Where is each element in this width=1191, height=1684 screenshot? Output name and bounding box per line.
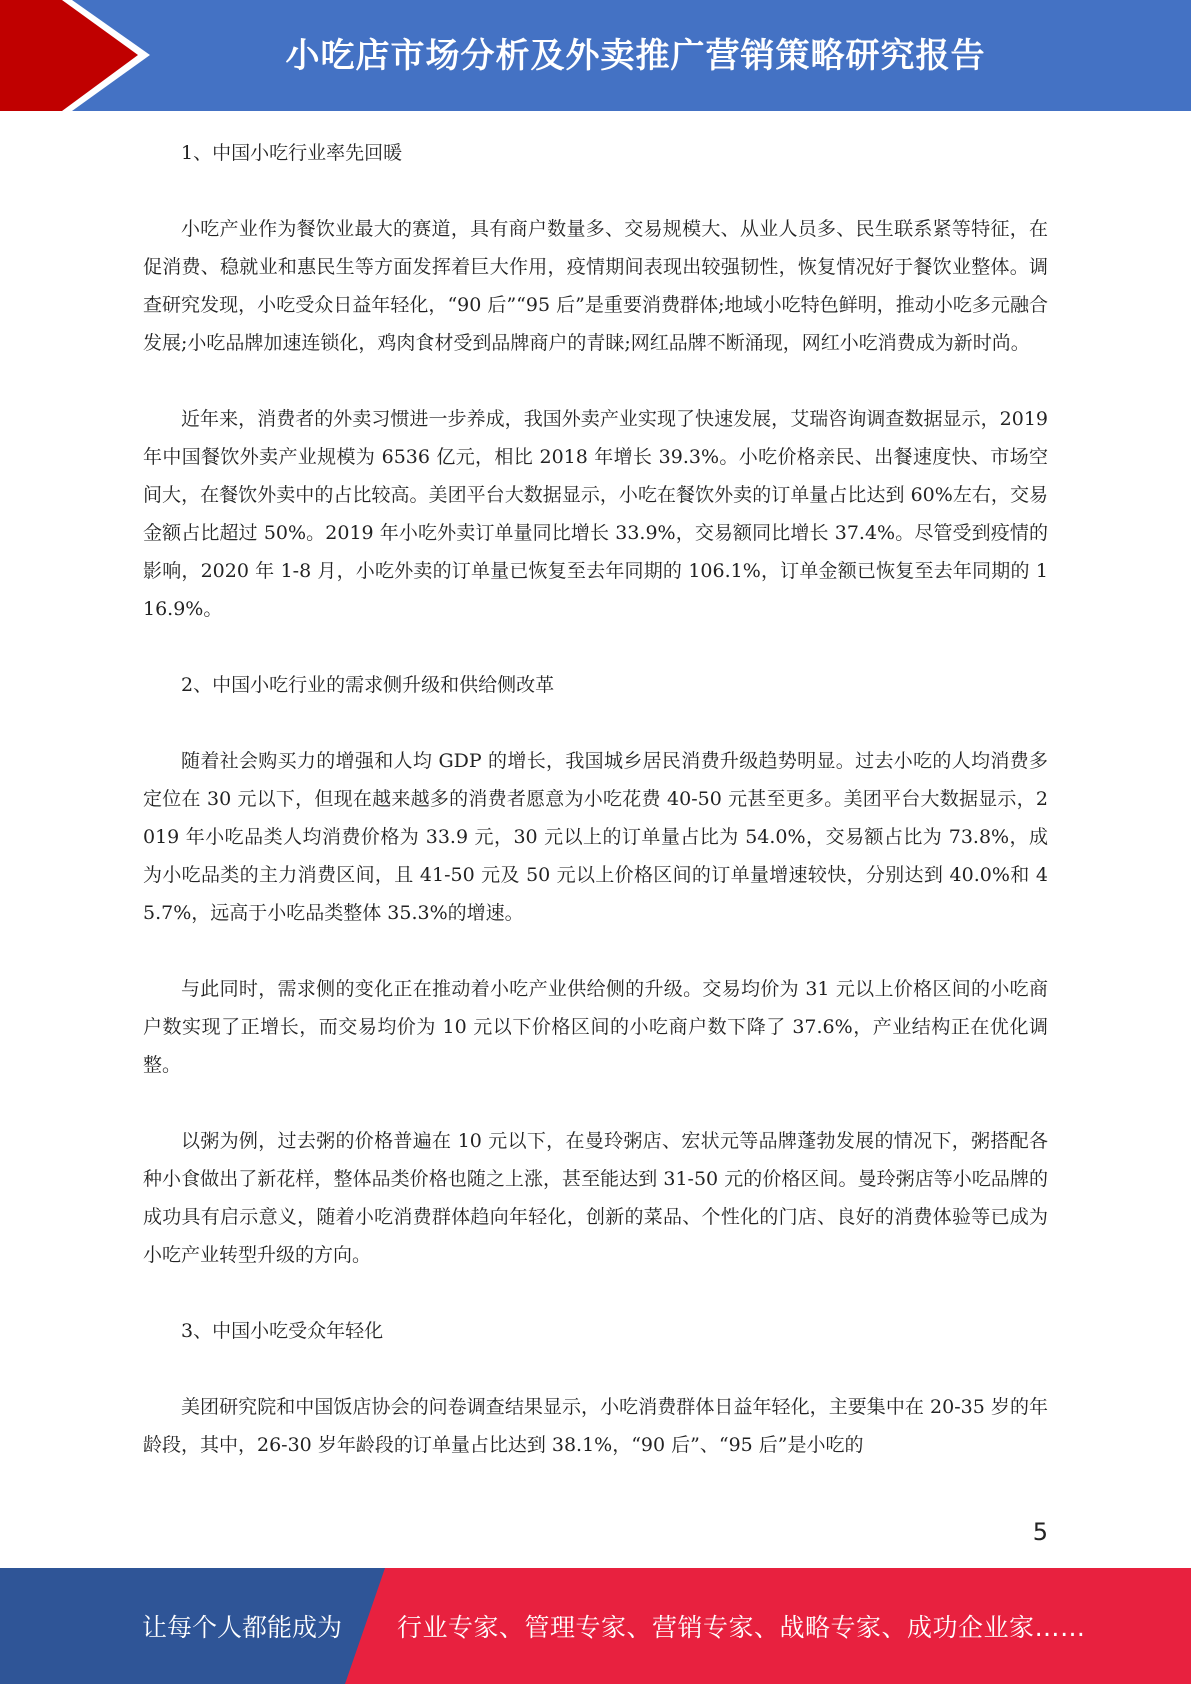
paragraph: 小吃产业作为餐饮业最大的赛道，具有商户数量多、交易规模大、从业人员多、民生联系紧等特征，在促消费、稳就业和惠民生等方面发挥着巨大作用，疫情期间表现出较强韧性，恢复情况好于餐饮业整体。调查研究发现，小吃受众日益年轻化，“90 后”“95 后”是重要消费群体;地域小吃特色鲜明，推动小吃多元融合发展;小吃品牌加速连锁化，鸡肉食材受到品牌商户的青睐;网红品牌不断涌现，网红小吃消费成为新时尚。 bbox=[143, 218, 1048, 354]
page-header bbox=[0, 0, 1191, 111]
document-title: 小吃店市场分析及外卖推广营销策略研究报告 bbox=[285, 36, 986, 76]
paragraph: 随着社会购买力的增强和人均 GDP 的增长，我国城乡居民消费升级趋势明显。过去小吃的人均消费多定位在 30 元以下，但现在越来越多的消费者愿意为小吃花费 40-50 元甚至更多。美团平台大数据显示，2019 年小吃品类人均消费价格为 33.9 元，30 元以上的订单量占比为 54.0%，交易额占比为 73.8%，成为小吃品类的主力消费区间，且 41-50 元及 50 元以上价格区间的订单量增速较快，分别达到 40.0%和 45.7%，远高于小吃品类整体 35.3%的增速。 bbox=[143, 750, 1048, 924]
footer-slogan: 让每个人都能成为 bbox=[142, 1613, 343, 1642]
page-footer bbox=[0, 1568, 1191, 1684]
section-heading-2: 2、中国小吃行业的需求侧升级和供给侧改革 bbox=[181, 674, 555, 696]
page-number: 5 bbox=[1032, 1518, 1048, 1546]
paragraph: 近年来，消费者的外卖习惯进一步养成，我国外卖产业实现了快速发展，艾瑞咨询调查数据显示，2019 年中国餐饮外卖产业规模为 6536 亿元，相比 2018 年增长 39.3%。小吃价格亲民、出餐速度快、市场空间大，在餐饮外卖中的占比较高。美团平台大数据显示，小吃在餐饮外卖的订单量占比达到 60%左右，交易金额占比超过 50%。2019 年小吃外卖订单量同比增长 33.9%，交易额同比增长 37.4%。尽管受到疫情的影响，2020 年 1-8 月，小吃外卖的订单量已恢复至去年同期的 106.1%，订单金额已恢复至去年同期的 116.9%。 bbox=[143, 408, 1048, 620]
section-heading-1: 1、中国小吃行业率先回暖 bbox=[181, 142, 403, 164]
paragraph: 美团研究院和中国饭店协会的问卷调查结果显示，小吃消费群体日益年轻化，主要集中在 20-35 岁的年龄段，其中，26-30 岁年龄段的订单量占比达到 38.1%，“90 后”、“95 后”是小吃的 bbox=[143, 1396, 1048, 1456]
section-heading-3: 3、中国小吃受众年轻化 bbox=[181, 1320, 384, 1342]
paragraph: 以粥为例，过去粥的价格普遍在 10 元以下，在曼玲粥店、宏状元等品牌蓬勃发展的情况下，粥搭配各种小食做出了新花样，整体品类价格也随之上涨，甚至能达到 31-50 元的价格区间。曼玲粥店等小吃品牌的成功具有启示意义，随着小吃消费群体趋向年轻化，创新的菜品、个性化的门店、良好的消费体验等已成为小吃产业转型升级的方向。 bbox=[143, 1130, 1048, 1266]
paragraph: 与此同时，需求侧的变化正在推动着小吃产业供给侧的升级。交易均价为 31 元以上价格区间的小吃商户数实现了正增长，而交易均价为 10 元以下价格区间的小吃商户数下降了 37.6%，产业结构正在优化调整。 bbox=[143, 978, 1048, 1076]
footer-roles: 行业专家、管理专家、营销专家、战略专家、成功企业家…… bbox=[397, 1613, 1086, 1642]
document-body bbox=[143, 134, 1048, 1464]
